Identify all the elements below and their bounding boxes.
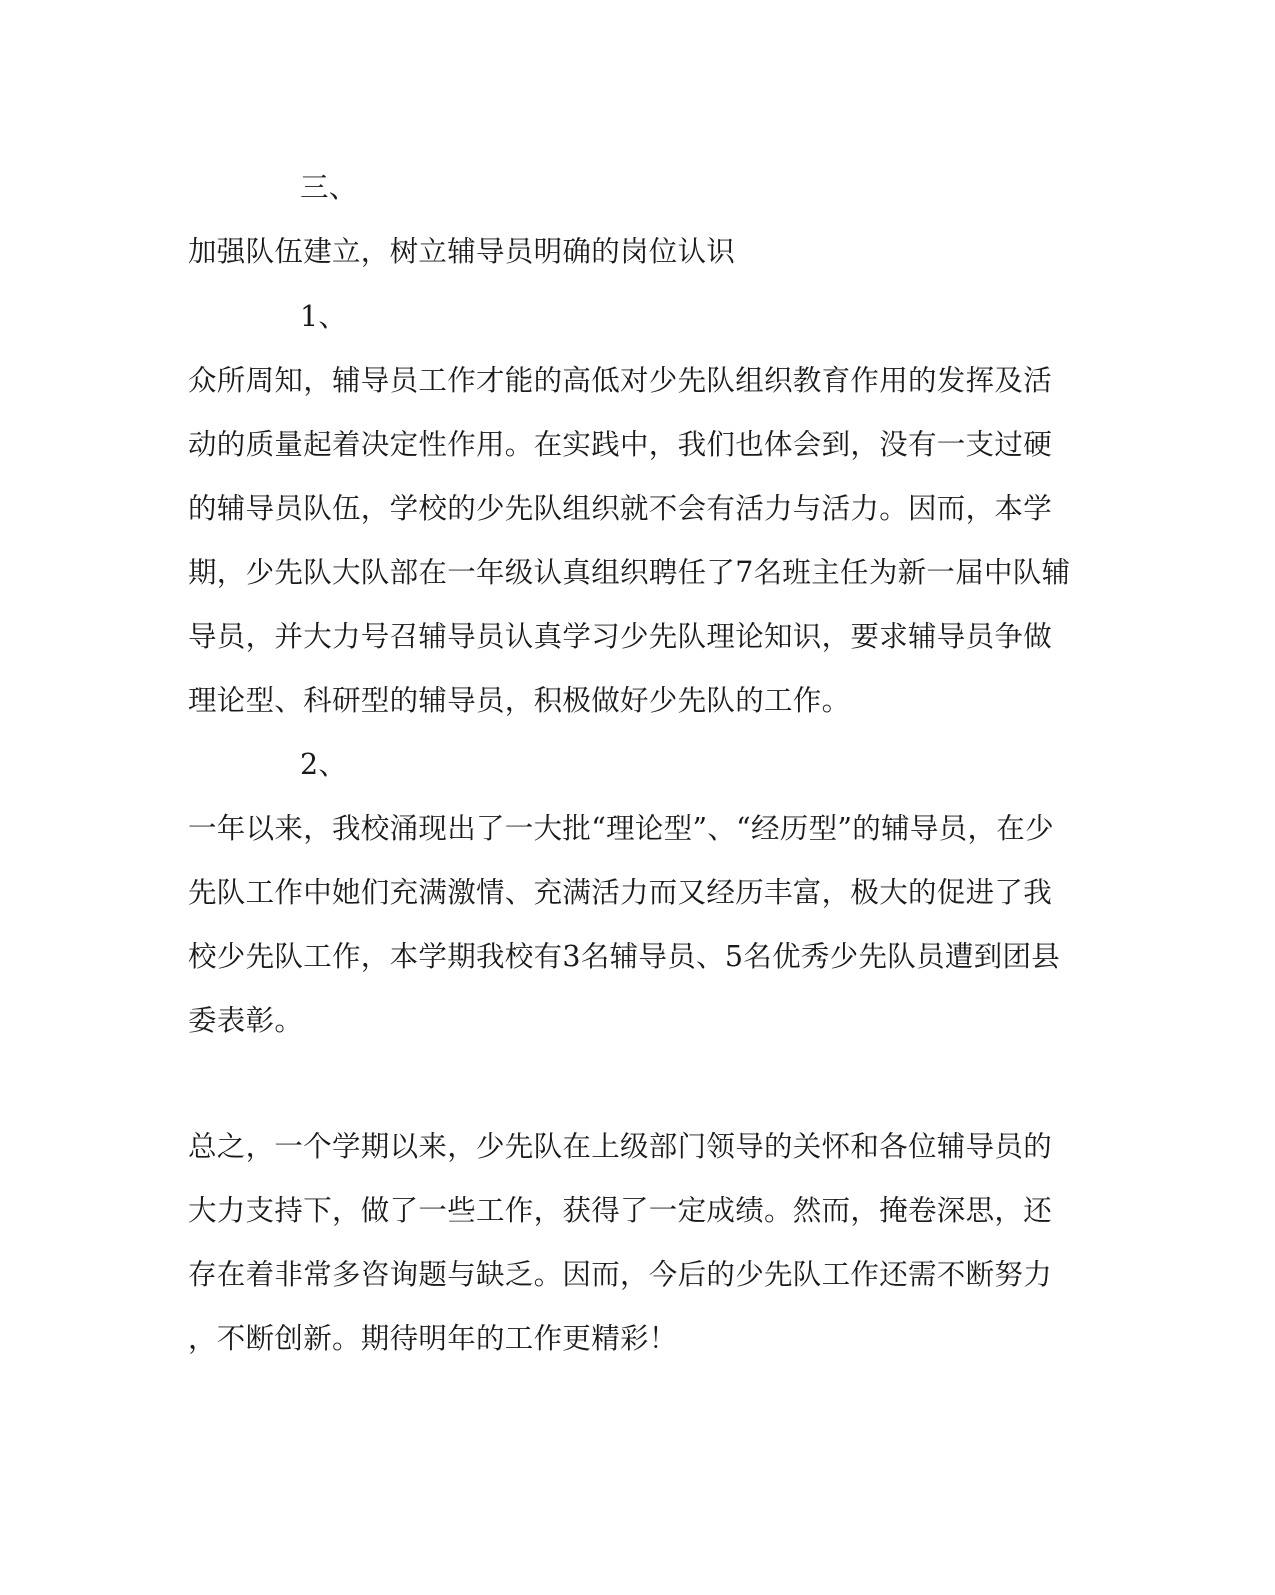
paragraph-line: 一年以来，我校涌现出了一大批“理论型”、“经历型”的辅导员，在少	[188, 812, 1054, 845]
paragraph-line: 动的质量起着决定性作用。在实践中，我们也体会到，没有一支过硬	[188, 428, 1053, 461]
paragraph-line: 委表彰。	[188, 1004, 304, 1037]
paragraph-line: 期，少先队大队部在一年级认真组织聘任了7名班主任为新一届中队辅	[188, 556, 1071, 589]
paragraph-line: 先队工作中她们充满激情、充满活力而又经历丰富，极大的促进了我	[188, 876, 1053, 909]
paragraph-line: 校少先队工作，本学期我校有3名辅导员、5名优秀少先队员遭到团县	[188, 940, 1061, 973]
paragraph-line: 大力支持下，做了一些工作，获得了一定成绩。然而，掩卷深思，还	[188, 1194, 1053, 1227]
section-heading: 加强队伍建立，树立辅导员明确的岗位认识	[188, 235, 736, 268]
paragraph-line: ，不断创新。期待明年的工作更精彩！	[188, 1322, 678, 1355]
item-number: 2、	[300, 748, 348, 781]
paragraph-line: 存在着非常多咨询题与缺乏。因而，今后的少先队工作还需不断努力	[188, 1258, 1053, 1291]
section-number: 三、	[300, 171, 358, 204]
paragraph-line: 理论型、科研型的辅导员，积极做好少先队的工作。	[188, 684, 851, 717]
item-number: 1、	[300, 300, 348, 333]
paragraph-line: 导员，并大力号召辅导员认真学习少先队理论知识，要求辅导员争做	[188, 620, 1053, 653]
paragraph-line: 的辅导员队伍，学校的少先队组织就不会有活力与活力。因而，本学	[188, 492, 1053, 525]
paragraph-line: 众所周知，辅导员工作才能的高低对少先队组织教育作用的发挥及活	[188, 364, 1053, 397]
paragraph-line: 总之，一个学期以来，少先队在上级部门领导的关怀和各位辅导员的	[188, 1130, 1053, 1163]
